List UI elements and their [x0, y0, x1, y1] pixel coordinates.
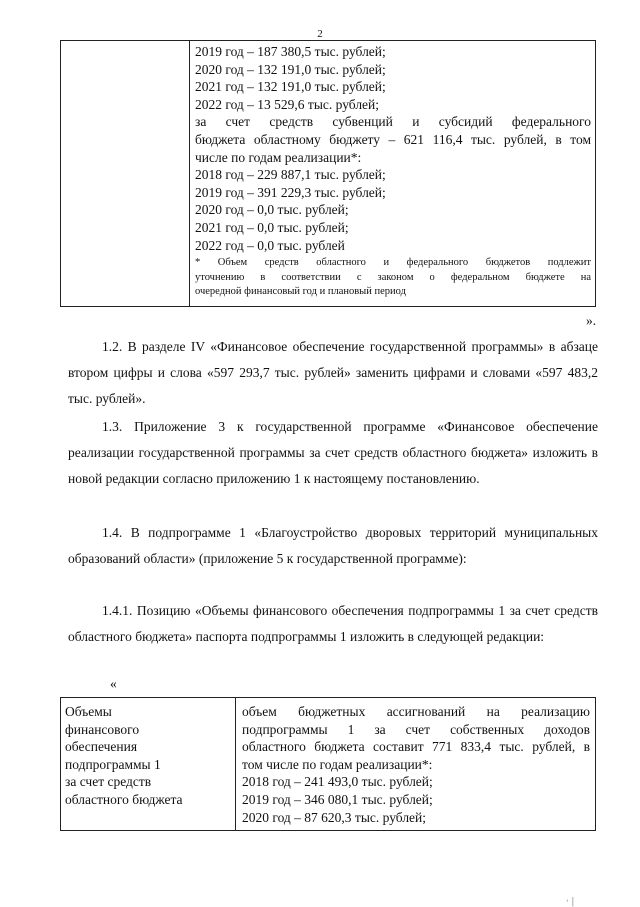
- scan-marks: ‘ ׀: [566, 898, 576, 907]
- label-line: обеспечения: [65, 739, 138, 755]
- federal-text-line: числе по годам реализации*:: [195, 149, 362, 165]
- opening-quote: «: [110, 676, 117, 691]
- label-line: областного бюджета: [65, 791, 183, 807]
- federal-text-line: за счет средств субвенций и субсидий федерального: [195, 114, 591, 130]
- year-amount-line: 2019 год – 187 380,5 тыс. рублей;: [195, 44, 386, 59]
- year-amount-line: 2018 год – 229 887,1 тыс. рублей;: [195, 167, 386, 183]
- year-amount-line: 2021 год – 132 191,0 тыс. рублей;: [195, 79, 386, 95]
- value-text-line: объем бюджетных ассигнований на реализацию: [242, 704, 590, 719]
- federal-text-line: бюджета областному бюджету – 621 116,4 тыс. рублей, в том: [195, 131, 591, 147]
- label-line: финансового: [65, 721, 140, 737]
- year-amount-line: 2021 год – 0,0 тыс. рублей;: [195, 219, 349, 235]
- position-label-cell: [61, 698, 236, 831]
- year-amount-line: 2019 год – 391 229,3 тыс. рублей;: [195, 184, 386, 200]
- year-amount-line: 2022 год – 0,0 тыс. рублей: [195, 237, 345, 253]
- year-amount-line: 2019 год – 346 080,1 тыс. рублей;: [242, 791, 433, 807]
- page-number: 2: [317, 28, 323, 40]
- paragraph-1-2: 1.2. В разделе IV «Финансовое обеспечение государственной программы» в абзаце втором цифры и слова «597 293,7 тыс. рублей» заменить цифрами и словами «597 483,2 тыс. рублей».: [68, 339, 598, 406]
- year-amount-line: 2020 год – 0,0 тыс. рублей;: [195, 202, 349, 218]
- footnote-line: * Объем средств областного и федерального бюджетов подлежит: [195, 257, 591, 269]
- financing-table-continued: [60, 40, 596, 307]
- label-line: за счет средств: [65, 774, 152, 790]
- year-amount-line: 2022 год – 13 529,6 тыс. рублей;: [195, 96, 380, 112]
- label-line: Объемы: [65, 704, 112, 719]
- closing-quote: ».: [586, 313, 597, 328]
- value-text-line: подпрограммы 1 за счет собственных доходов: [242, 721, 590, 737]
- footnote: [195, 254, 591, 300]
- label-line: подпрограммы 1: [65, 756, 161, 772]
- position-value-cell: [236, 698, 596, 831]
- paragraph-1-3: 1.3. Приложение 3 к государственной программе «Финансовое обеспечение реализации государственной программы за счет средств областного бюджета» изложить в новой редакции согласно приложению 1 к настоящему постановлению.: [68, 419, 598, 486]
- value-text-line: том числе по годам реализации*:: [242, 756, 433, 772]
- subprogram-financing-table: [60, 697, 596, 831]
- paragraph-1-4-1: 1.4.1. Позицию «Объемы финансового обеспечения подпрограммы 1 за счет средств областного бюджета» паспорта подпрограммы 1 изложить в следующей редакции:: [68, 603, 598, 644]
- footnote-line: очередной финансовый год и плановый период: [195, 286, 406, 298]
- table-label-cell-empty: [61, 41, 190, 307]
- table-value-cell: [190, 41, 596, 307]
- year-amount-line: 2020 год – 132 191,0 тыс. рублей;: [195, 61, 386, 77]
- year-amount-line: 2018 год – 241 493,0 тыс. рублей;: [242, 774, 433, 790]
- year-amount-line: 2020 год – 87 620,3 тыс. рублей;: [242, 809, 427, 825]
- value-text-line: областного бюджета составит 771 833,4 тыс. рублей, в: [242, 739, 590, 755]
- paragraph-1-4: 1.4. В подпрограмме 1 «Благоустройство дворовых территорий муниципальных образований области» (приложение 5 к государственной программе):: [68, 525, 598, 566]
- footnote-line: уточнению в соответствии с законом о федеральном бюджете на: [195, 271, 591, 283]
